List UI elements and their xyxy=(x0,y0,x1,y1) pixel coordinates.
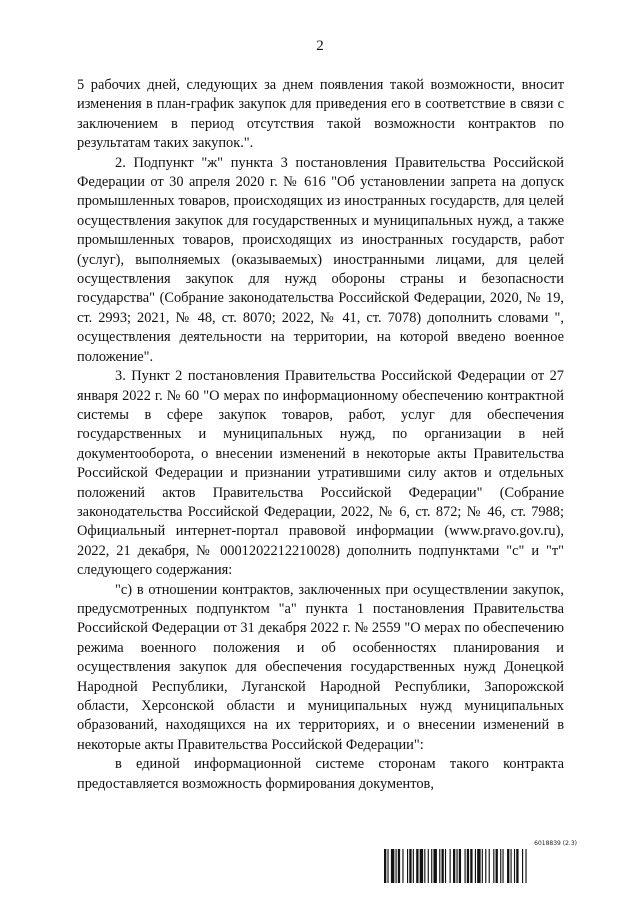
barcode-block xyxy=(384,840,577,890)
document-body xyxy=(77,76,564,794)
page-number: 2 xyxy=(316,38,324,54)
barcode-label: 6018839 (2.3) xyxy=(534,840,577,847)
paragraph-continuation: 5 рабочих дней, следующих за днем появления такой возможности, вносит изменения в план-график закупок для приведения его в соответствие в связи с заключением в период отсутствия такой возможности контрактов по результатам таких закупок.". xyxy=(77,77,564,152)
barcode-image xyxy=(384,849,577,883)
paragraph-subitem-c: "с) в отношении контрактов, заключенных при осуществлении закупок, предусмотренных подпунктом "а" пункта 1 постановления Правительства Российской Федерации от 31 декабря 2022 г. № 2559 "О мерах по обеспечению режима военного положения и об особенностях планирования и осуществления закупок для обеспечения государственных нужд Донецкой Народной Республики, Луганской Народной Республики, Запорожской области, Херсонской области и муниципальных нужд муниципальных образований, находящихся на их территориях, и о внесении изменений в некоторые акты Правительства Российской Федерации": xyxy=(77,581,564,753)
paragraph-item-3: 3. Пункт 2 постановления Правительства Российской Федерации от 27 января 2022 г. № 60 "О мерах по информационному обеспечению контрактной системы в сфере закупок товаров, работ, услуг для обеспечения государственных и муниципальных нужд, по организации в ней документооборота, о внесении изменений в некоторые акты Правительства Российской Федерации и признании утратившими силу актов и отдельных положений актов Правительства Российской Федерации" (Собрание законодательства Российской Федерации, 2022, № 6, ст. 872; № 46, ст. 7988; Официальный интернет-портал правовой информации (www.pravo.gov.ru), 2022, 21 декабря, № 0001202212210028) дополнить подпунктами "с" и "т" следующего содержания: xyxy=(77,368,564,579)
paragraph-ending: в единой информационной системе сторонам такого контракта предоставляется возможность формирования документов, xyxy=(77,756,564,792)
paragraph-item-2: 2. Подпункт "ж" пункта 3 постановления Правительства Российской Федерации от 30 апреля 2020 г. № 616 "Об установлении запрета на допуск промышленных товаров, происходящих из иностранных государств, для целей осуществления закупок для государственных и муниципальных нужд, а также промышленных товаров, происходящих из иностранных государств, работ (услуг), выполняемых (оказываемых) иностранными лицами, для целей осуществления закупок для нужд обороны страны и безопасности государства" (Собрание законодательства Российской Федерации, 2020, № 19, ст. 2993; 2021, № 48, ст. 8070; 2022, № 41, ст. 7078) дополнить словами ", осуществления деятельности на территории, на которой введено военное положение". xyxy=(77,154,564,365)
